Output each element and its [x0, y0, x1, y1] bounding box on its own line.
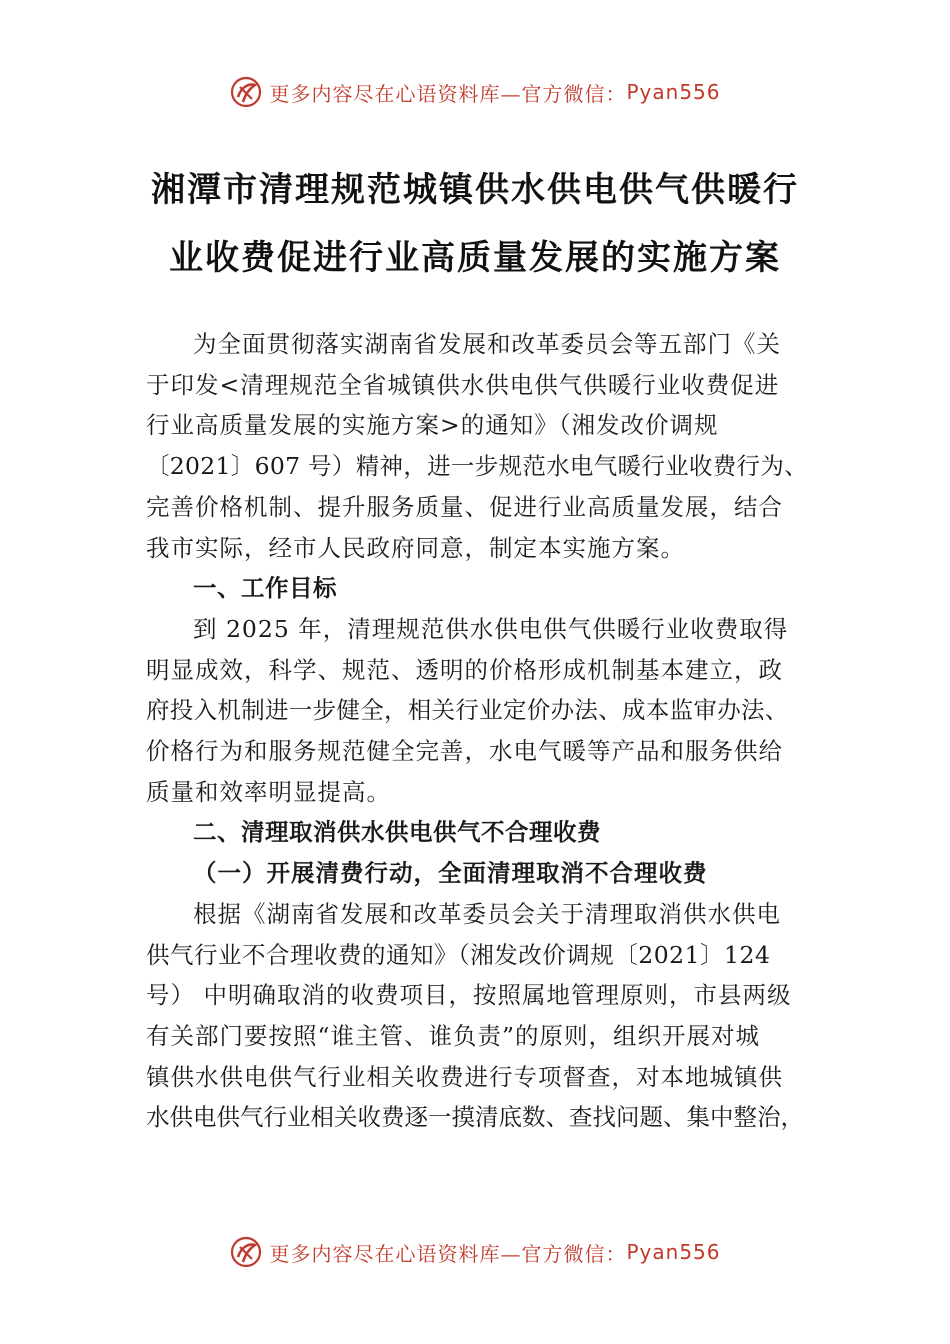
banner-text: 更多内容尽在心语资料库—官方微信： [269, 1241, 627, 1266]
text-line: 号） 中明确取消的收费项目，按照属地管理原则，市县两级 [146, 981, 792, 1010]
text-line: 水供电供气行业相关收费逐一摸清底数、查找问题、集中整治， [146, 1103, 804, 1132]
document-title-line-1: 湘潭市清理规范城镇供水供电供气供暖行 [151, 170, 799, 210]
subsection-heading-1: （一）开展清费行动，全面清理取消不合理收费 [193, 859, 708, 888]
text-line: 价格行为和服务规范健全完善，水电气暖等产品和服务供给 [146, 737, 783, 766]
text-line: 根据《湖南省发展和改革委员会关于清理取消供水供电 [193, 899, 781, 928]
brand-logo-icon [229, 1235, 263, 1269]
intro-paragraph [146, 324, 826, 365]
section-heading-goals: 一、工作目标 [193, 574, 337, 603]
banner-text: 更多内容尽在心语资料库—官方微信： [269, 81, 627, 106]
text-line: 到 2025 年，清理规范供水供电供气供暖行业收费取得 [193, 614, 789, 643]
footer-watermark-banner [0, 1232, 950, 1272]
text-line: 供气行业不合理收费的通知》（湘发改价调规〔2021〕124 [146, 940, 771, 969]
intro-paragraph-cont [146, 365, 826, 569]
section-heading-cleanup: 二、清理取消供水供电供气不合理收费 [193, 818, 601, 847]
text-line: 行业高质量发展的实施方案>的通知》（湘发改价调规 [146, 411, 719, 440]
goals-paragraph [146, 609, 826, 650]
text-line: 于印发<清理规范全省城镇供水供电供气供暖行业收费促进 [146, 370, 780, 399]
text-line: 〔2021〕607 号）精神，进一步规范水电气暖行业收费行为、 [146, 452, 808, 481]
cleanup-paragraph-cont [146, 935, 826, 1139]
text-line: 为全面贯彻落实湖南省发展和改革委员会等五部门《关 [193, 330, 781, 358]
text-line: 府投入机制进一步健全，相关行业定价办法、成本监审办法、 [146, 696, 789, 725]
cleanup-paragraph [146, 894, 826, 935]
document-title-line-2: 业收费促进行业高质量发展的实施方案 [169, 238, 781, 278]
text-line: 完善价格机制、提升服务质量、促进行业高质量发展，结合 [146, 492, 783, 521]
text-line: 质量和效率明显提高。 [146, 777, 391, 806]
document-body [146, 324, 826, 1138]
goals-paragraph-cont [146, 650, 826, 813]
brand-logo-icon [229, 75, 263, 109]
header-watermark-banner [0, 72, 950, 112]
text-line: 镇供水供电供气行业相关收费进行专项督查，对本地城镇供 [146, 1062, 783, 1091]
text-line: 我市实际，经市人民政府同意，制定本实施方案。 [146, 533, 685, 562]
banner-wechat-id: Pyan556 [626, 1240, 721, 1264]
text-line: 明显成效，科学、规范、透明的价格形成机制基本建立，政 [146, 655, 783, 684]
text-line: 有关部门要按照“谁主管、谁负责”的原则，组织开展对城 [146, 1021, 761, 1050]
banner-wechat-id: Pyan556 [626, 80, 721, 104]
